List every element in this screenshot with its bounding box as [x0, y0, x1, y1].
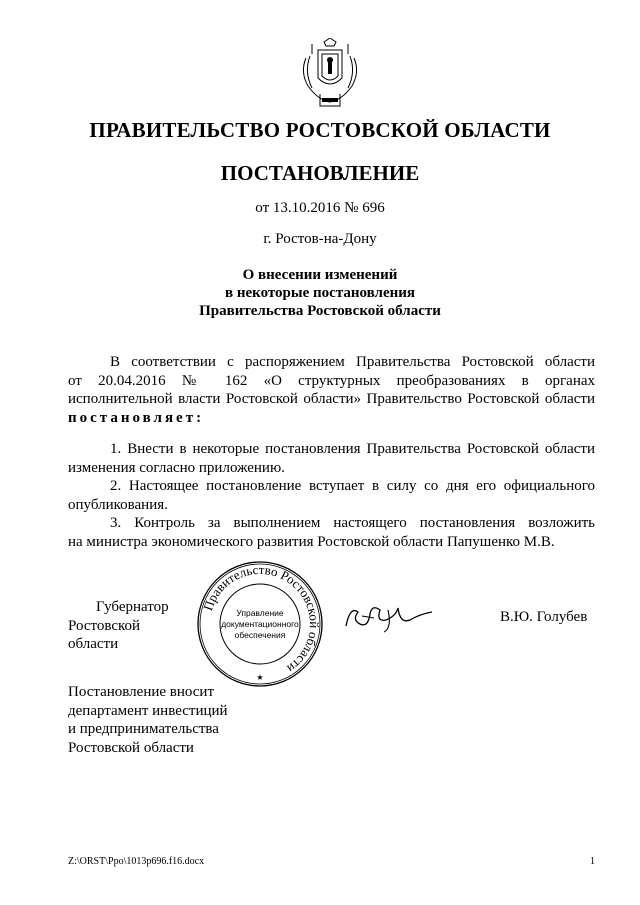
document-type: ПОСТАНОВЛЕНИЕ — [220, 161, 420, 185]
signatory-title-line: Губернатор — [96, 599, 169, 615]
subject-line: Правительства Ростовской области — [199, 303, 441, 319]
signatory-name: В.Ю. Голубев — [500, 609, 588, 625]
preamble-paragraph — [68, 353, 595, 427]
preamble-line: от 20.04.2016 № 162 «О структурных преобразованиях в органах — [68, 372, 595, 389]
official-stamp — [196, 560, 324, 688]
handwritten-signature — [340, 598, 440, 638]
organization-title: ПРАВИТЕЛЬСТВО РОСТОВСКОЙ ОБЛАСТИ — [89, 118, 551, 142]
initiator-block — [68, 683, 228, 757]
subject-line: в некоторые постановления — [224, 285, 416, 301]
decree-items — [68, 440, 595, 552]
star-icon: ★ — [256, 673, 264, 682]
decree-item-line: на министра экономического развития Ростовской области Папушенко М.В. — [68, 533, 555, 550]
stamp-inner-text: документационного — [221, 619, 299, 629]
page-number: 1 — [590, 856, 595, 867]
document-city: г. Ростов-на-Дону — [263, 231, 377, 247]
subject-line: О внесении изменений — [242, 267, 398, 283]
initiator-line: Ростовской области — [68, 739, 194, 756]
decree-word: постановляет: — [68, 409, 205, 426]
preamble-line: исполнительной власти Ростовской области» Правительство Ростовской области — [68, 391, 595, 408]
stamp-inner-text: Управление — [236, 608, 284, 618]
preamble-line: В соответствии с распоряжением Правительства Ростовской области — [110, 354, 595, 370]
stamp-outer-text: Правительство Ростовской области — [200, 561, 323, 677]
signatory-title-line: Ростовской области — [68, 617, 141, 653]
signatory-title — [68, 598, 178, 654]
decree-item-line: 2. Настоящее постановление вступает в силу со дня его официального — [110, 478, 595, 495]
stamp-inner-text: обеспечения — [234, 630, 286, 640]
decree-item-line: 1. Внести в некоторые постановления Правительства Ростовской области — [110, 441, 595, 457]
decree-item-line: опубликования. — [68, 496, 168, 513]
document-number: от 13.10.2016 № 696 — [255, 200, 385, 216]
initiator-line: Постановление вносит — [68, 684, 215, 700]
coat-of-arms-icon — [298, 38, 362, 110]
decree-item-line: изменения согласно приложению. — [68, 459, 285, 476]
decree-item-line: 3. Контроль за выполнением настоящего постановления возложить — [110, 515, 595, 532]
initiator-line: и предпринимательства — [68, 721, 219, 738]
initiator-line: департамент инвестиций — [68, 702, 228, 719]
file-path: Z:\ORST\Ppo\1013p696.f16.docx — [68, 856, 205, 867]
